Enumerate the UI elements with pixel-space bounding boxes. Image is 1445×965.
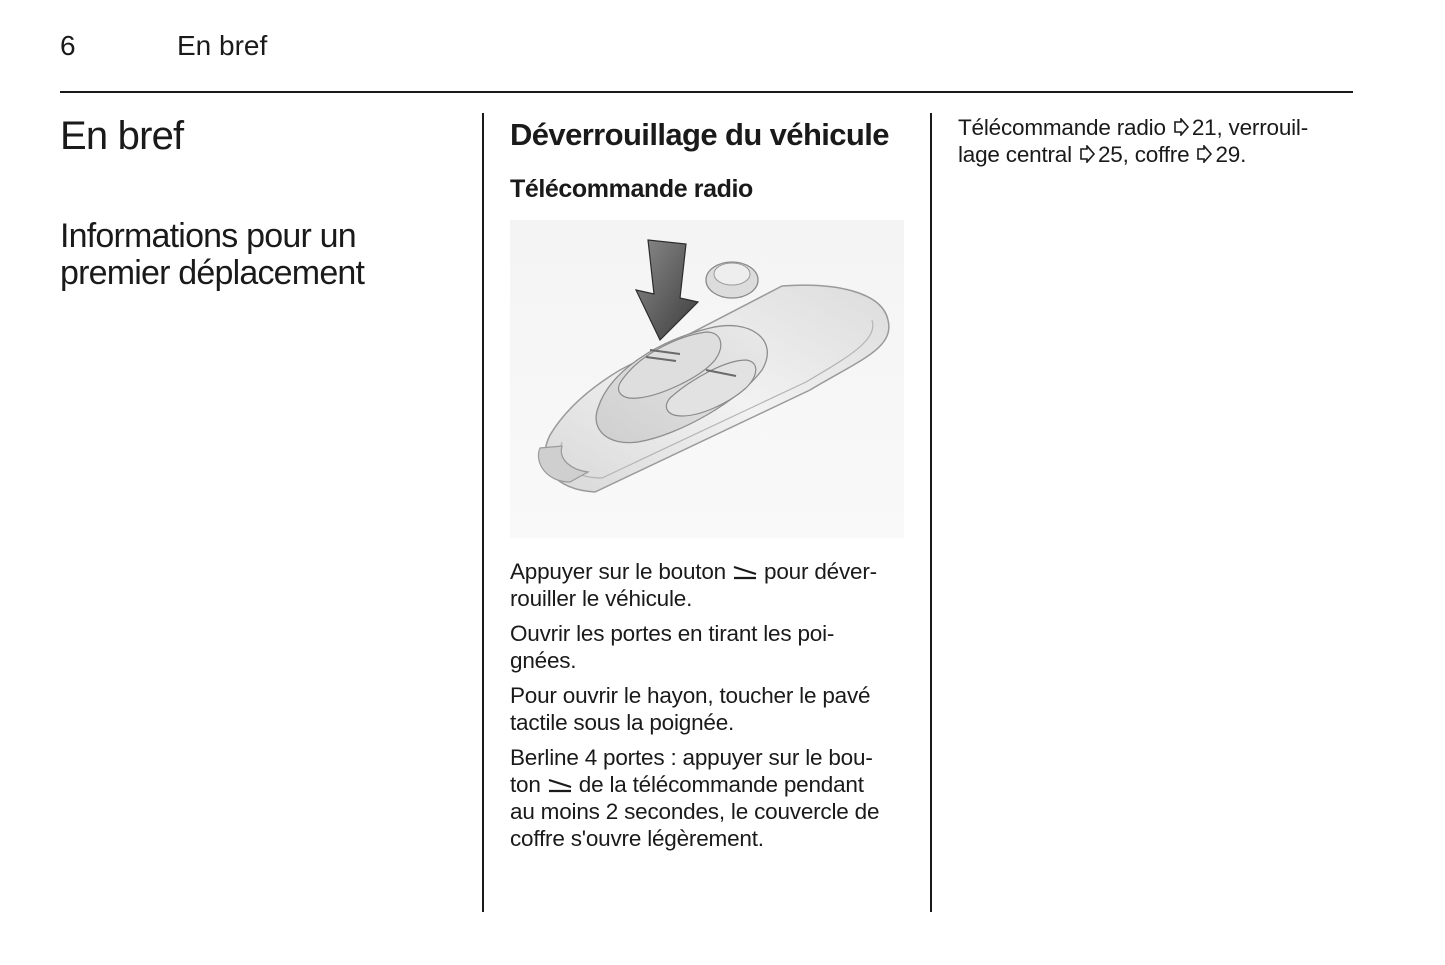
- paragraph-sedan-trunk: [510, 744, 910, 852]
- page-number: 6: [60, 30, 76, 61]
- ref1-page[interactable]: 21: [1191, 115, 1217, 140]
- column-divider-2: [930, 113, 932, 912]
- page-reference-arrow-icon: [1172, 118, 1190, 136]
- section-title-line2: premier déplacement: [60, 254, 365, 292]
- ref1-tail: , verrouil-: [1216, 115, 1309, 140]
- ref2-page[interactable]: 25: [1097, 142, 1123, 167]
- column-middle: [510, 116, 910, 851]
- para4-text-b: de la télécommande pendant: [572, 772, 864, 797]
- instruction-paragraphs: [510, 558, 910, 860]
- ref3-label: , coffre: [1122, 142, 1196, 167]
- ref1-label: Télécommande radio: [958, 115, 1172, 140]
- section-title: [60, 218, 470, 292]
- header-divider: [60, 91, 1353, 93]
- para3-line2: tactile sous la poignée.: [510, 710, 735, 735]
- para4-text-a: ton: [510, 772, 547, 797]
- paragraph-unlock: [510, 558, 910, 612]
- section-title-line1: Informations pour un: [60, 217, 356, 255]
- unlock-button-icon: [732, 563, 758, 581]
- column-right: [958, 114, 1353, 168]
- para2-line2: gnées.: [510, 648, 577, 673]
- column-divider-1: [482, 113, 484, 912]
- para1-text-c: rouiller le véhicule.: [510, 586, 693, 611]
- para1-text-a: Appuyer sur le bouton: [510, 559, 732, 584]
- unlock-button-icon: [547, 776, 573, 794]
- chapter-title: En bref: [60, 114, 184, 158]
- ref3-page[interactable]: 29: [1215, 142, 1241, 167]
- para2-line1: Ouvrir les portes en tirant les poi-: [510, 621, 835, 646]
- remote-key-fob-illustration: [510, 220, 904, 538]
- para3-line1: Pour ouvrir le hayon, toucher le pavé: [510, 683, 871, 708]
- para4-line3: au moins 2 secondes, le couvercle de: [510, 799, 880, 824]
- running-header-title: En bref: [177, 30, 268, 61]
- ref3-tail: .: [1240, 142, 1247, 167]
- paragraph-tailgate: [510, 682, 910, 736]
- para4-line1: Berline 4 portes : appuyer sur le bou-: [510, 745, 873, 770]
- subsection-heading: Télécommande radio: [510, 175, 753, 203]
- column-left: [60, 112, 470, 292]
- page-reference-arrow-icon: [1078, 145, 1096, 163]
- para1-text-b: pour déver-: [758, 559, 877, 584]
- paragraph-doors: [510, 620, 910, 674]
- ref2-label: lage central: [958, 142, 1078, 167]
- cross-references: [958, 114, 1353, 168]
- para4-line4: coffre s'ouvre légèrement.: [510, 826, 764, 851]
- section-heading: Déverrouillage du véhicule: [510, 117, 889, 152]
- page-reference-arrow-icon: [1195, 145, 1213, 163]
